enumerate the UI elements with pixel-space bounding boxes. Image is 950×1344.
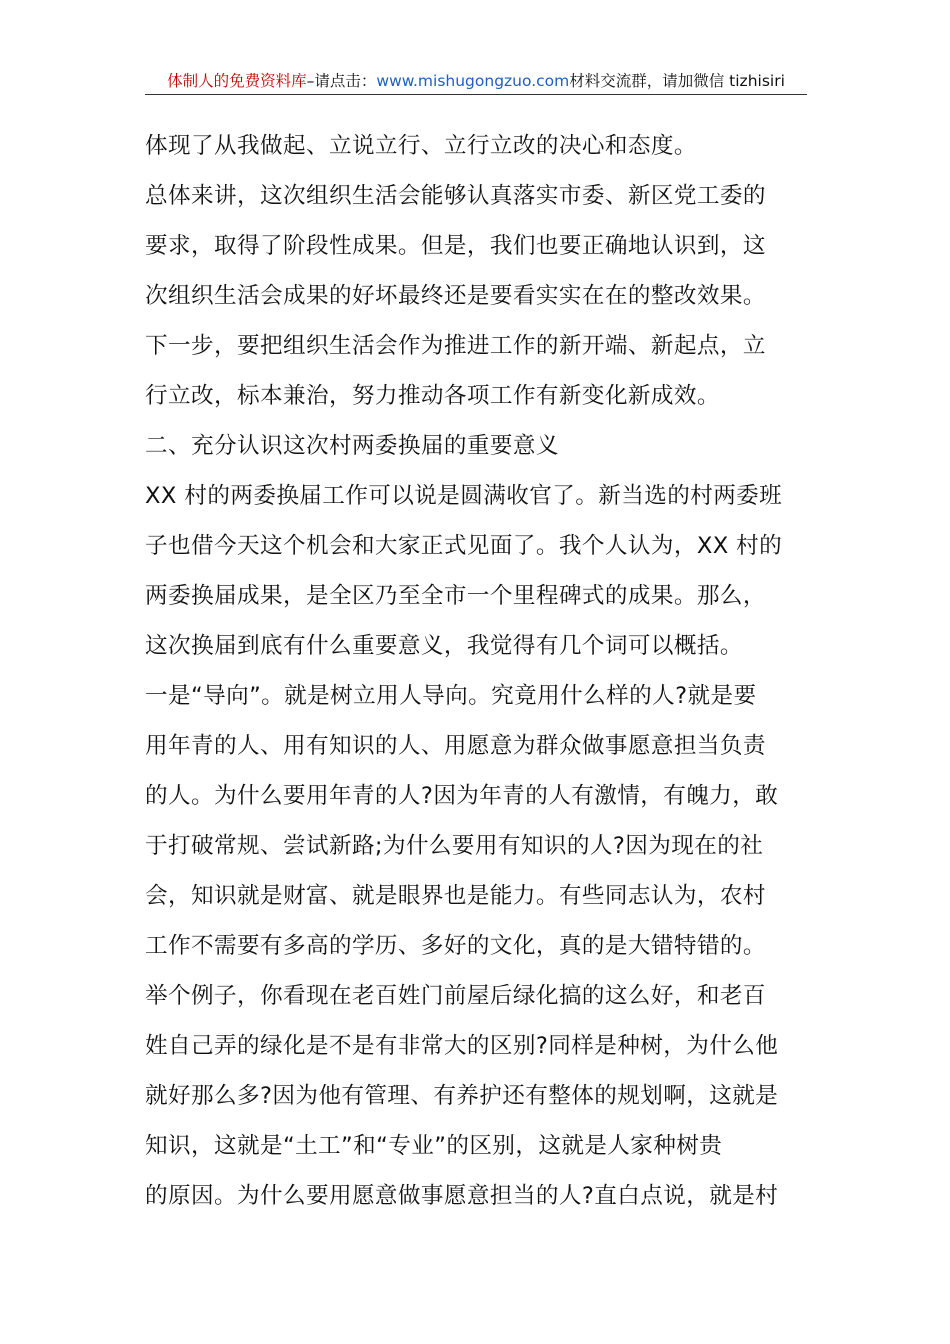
- text-line: 姓自己弄的绿化是不是有非常大的区别?同样是种树，为什么他: [145, 1033, 779, 1059]
- header-separator: –请点击：: [306, 72, 377, 90]
- text-line: 用年青的人、用有知识的人、用愿意为群众做事愿意担当负责: [145, 733, 766, 759]
- text-line: 要求，取得了阶段性成果。但是，我们也要正确地认识到，这: [145, 233, 766, 259]
- text-line: 子也借今天这个机会和大家正式见面了。我个人认为，XX 村的: [145, 533, 783, 559]
- text-line: 于打破常规、尝试新路;为什么要用有知识的人?因为现在的社: [145, 833, 764, 859]
- body-text: [145, 121, 809, 1221]
- header-url-link[interactable]: www.mishugongzuo.com: [376, 72, 570, 90]
- text-line: 会，知识就是财富、就是眼界也是能力。有些同志认为，农村: [145, 883, 766, 909]
- page-header: [145, 68, 807, 95]
- text-line: XX 村的两委换届工作可以说是圆满收官了。新当选的村两委班: [145, 483, 783, 509]
- text-line: 次组织生活会成果的好坏最终还是要看实实在在的整改效果。: [145, 283, 766, 309]
- text-line: 的原因。为什么要用愿意做事愿意担当的人?直白点说，就是村: [145, 1183, 779, 1209]
- text-line: 一是“导向”。就是树立用人导向。究竟用什么样的人?就是要: [145, 683, 757, 709]
- header-contact-note: 材料交流群，请加微信 tizhisiri: [569, 72, 785, 90]
- text-line: 举个例子，你看现在老百姓门前屋后绿化搞的这么好，和老百: [145, 983, 766, 1009]
- text-line: 两委换届成果，是全区乃至全市一个里程碑式的成果。那么，: [145, 583, 766, 609]
- text-line: 总体来讲，这次组织生活会能够认真落实市委、新区党工委的: [145, 183, 766, 209]
- text-line: 工作不需要有多高的学历、多好的文化，真的是大错特错的。: [145, 933, 766, 959]
- text-line: 行立改，标本兼治，努力推动各项工作有新变化新成效。: [145, 383, 720, 409]
- section-heading: 二、充分认识这次村两委换届的重要意义: [145, 433, 559, 459]
- text-line: 体现了从我做起、立说立行、立行立改的决心和态度。: [145, 133, 697, 159]
- text-line: 知识，这就是“土工”和“专业”的区别，这就是人家种树贵: [145, 1133, 723, 1159]
- text-line: 下一步，要把组织生活会作为推进工作的新开端、新起点，立: [145, 333, 766, 359]
- text-line: 就好那么多?因为他有管理、有养护还有整体的规划啊，这就是: [145, 1083, 779, 1109]
- text-line: 这次换届到底有什么重要意义，我觉得有几个词可以概括。: [145, 633, 743, 659]
- text-line: 的人。为什么要用年青的人?因为年青的人有激情，有魄力，敢: [145, 783, 779, 809]
- header-brand: 体制人的免费资料库: [167, 72, 307, 90]
